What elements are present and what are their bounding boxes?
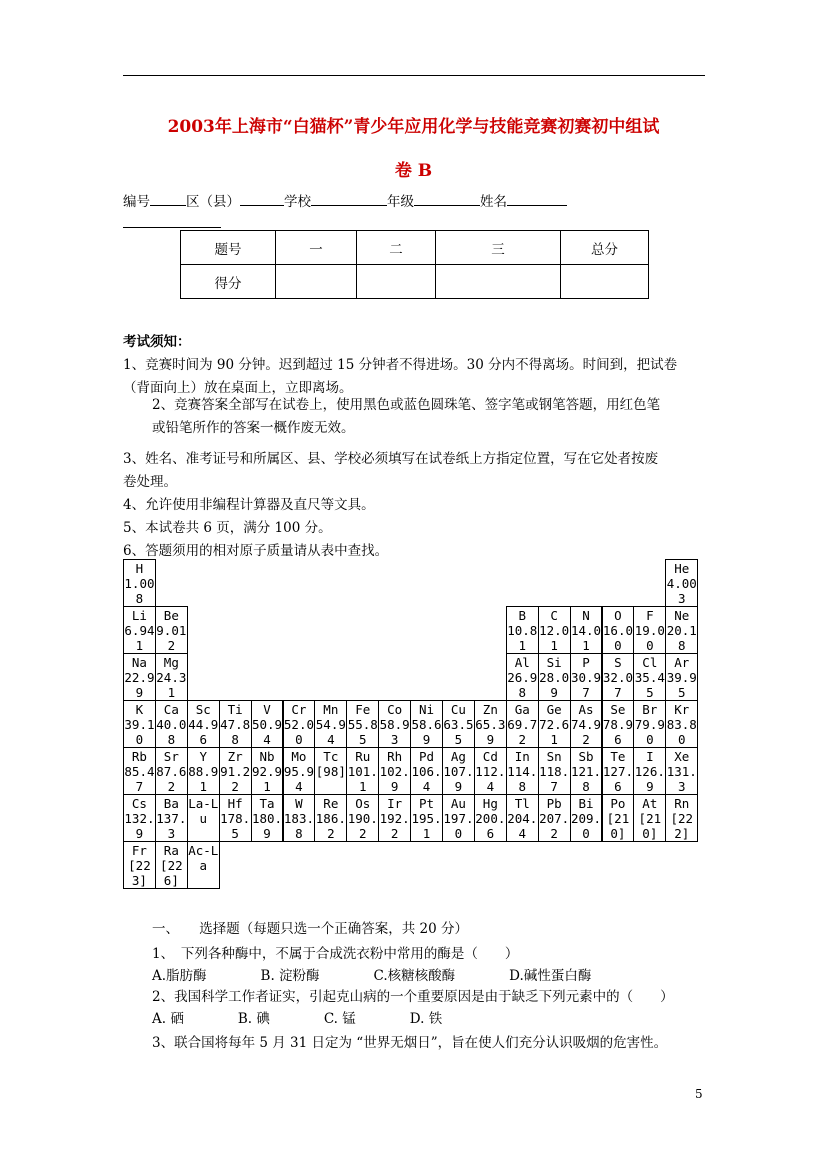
- element-mass: 52.00: [283, 717, 314, 747]
- element-symbol: Hg: [482, 796, 498, 811]
- element-mass: 183.8: [283, 811, 314, 841]
- element-mass: 83.80: [666, 717, 697, 747]
- element-symbol: Hf: [227, 796, 243, 811]
- element-symbol: He: [674, 561, 690, 576]
- element-mass: 192.2: [379, 811, 410, 841]
- element-symbol: Cu: [450, 702, 466, 717]
- element-cell: [665, 700, 698, 748]
- element-symbol: Tc: [323, 749, 339, 764]
- element-symbol: Ag: [450, 749, 466, 764]
- element-symbol: Ar: [674, 655, 690, 670]
- element-mass: 10.81: [507, 623, 538, 653]
- element-symbol: Sn: [546, 749, 562, 764]
- element-mass: [210]: [606, 811, 630, 841]
- element-cell: [155, 700, 188, 748]
- score-header-cell: 总分: [561, 231, 649, 265]
- element-cell: [538, 747, 571, 795]
- element-mass: 95.94: [283, 764, 314, 794]
- element-cell: [314, 747, 347, 795]
- element-cell: [633, 653, 666, 701]
- question-2: 2、我国科学工作者证实，引起克山病的一个重要原因是由于缺乏下列元素中的（ ）: [152, 989, 674, 1005]
- element-cell: [378, 747, 411, 795]
- question-3: 3、联合国将每年 5 月 31 日定为 “世界无烟日”，旨在使人们充分认识吸烟的危害性。: [152, 1035, 668, 1051]
- element-cell: [570, 700, 603, 748]
- element-cell: [314, 700, 347, 748]
- exam-title: 2003年上海市“白猫杯”青少年应用化学与技能竞赛初赛初中组试: [167, 117, 660, 137]
- element-symbol: Zr: [227, 749, 243, 764]
- element-cell: [283, 747, 316, 795]
- element-cell: [187, 794, 220, 842]
- element-cell: [633, 606, 666, 654]
- element-mass: 65.39: [475, 717, 506, 747]
- element-cell: [538, 794, 571, 842]
- element-mass: [98]: [315, 764, 346, 779]
- element-cell: [346, 794, 379, 842]
- element-mass: 63.55: [443, 717, 474, 747]
- element-cell: [187, 841, 220, 889]
- element-mass: 14.01: [570, 623, 602, 653]
- element-cell: [123, 700, 156, 748]
- element-cell: [123, 559, 156, 607]
- element-symbol: Cd: [482, 749, 498, 764]
- element-mass: 9.012: [156, 623, 187, 653]
- element-cell: [155, 841, 188, 889]
- element-cell: [219, 794, 252, 842]
- element-mass: [226]: [160, 858, 183, 888]
- element-cell: [155, 606, 188, 654]
- element-mass: 207.2: [539, 811, 570, 841]
- element-mass: 102.9: [379, 764, 410, 794]
- element-cell: [633, 747, 666, 795]
- element-cell: [442, 794, 475, 842]
- element-mass: [223]: [128, 858, 151, 888]
- element-mass: 107.9: [443, 764, 474, 794]
- element-symbol: Po: [610, 796, 626, 811]
- district-blank[interactable]: [240, 191, 284, 206]
- element-mass: 26.98: [507, 670, 538, 700]
- element-mass: 58.69: [411, 717, 442, 747]
- element-symbol: Cl: [642, 655, 658, 670]
- element-cell: [155, 747, 188, 795]
- header-rule: [123, 75, 705, 76]
- element-cell: [346, 747, 379, 795]
- element-symbol: Si: [546, 655, 562, 670]
- element-mass: 78.96: [602, 717, 633, 747]
- notice-item-6: 6、答题须用的相对原子质量请从表中查找。: [123, 543, 389, 559]
- element-cell: [506, 653, 539, 701]
- element-mass: a: [199, 858, 207, 873]
- element-cell: [219, 700, 252, 748]
- element-mass: 137.3: [156, 811, 187, 841]
- element-cell: [633, 700, 666, 748]
- element-symbol: Pt: [419, 796, 435, 811]
- element-cell: [633, 794, 666, 842]
- element-symbol: Na: [131, 655, 147, 670]
- element-symbol: Li: [131, 608, 147, 623]
- element-cell: [602, 606, 635, 654]
- element-cell: [570, 653, 603, 701]
- element-symbol: C: [550, 608, 558, 623]
- element-symbol: As: [578, 702, 594, 717]
- element-cell: [410, 747, 443, 795]
- element-cell: [123, 841, 156, 889]
- score-header-cell: 一: [276, 231, 357, 265]
- element-symbol: Ra: [163, 843, 179, 858]
- element-symbol: Y: [199, 749, 207, 764]
- element-cell: [602, 747, 635, 795]
- element-mass: 121.8: [570, 764, 602, 794]
- element-mass: u: [199, 811, 207, 826]
- element-mass: 50.94: [251, 717, 283, 747]
- element-symbol: Mn: [323, 702, 339, 717]
- name-label: 姓名: [480, 194, 507, 210]
- element-symbol: Zn: [482, 702, 498, 717]
- element-mass: 22.99: [124, 670, 155, 700]
- element-cell: [251, 700, 284, 748]
- element-cell: [283, 794, 316, 842]
- element-mass: 204.4: [507, 811, 538, 841]
- element-mass: 126.9: [634, 764, 665, 794]
- question-1-options: A.脂肪酶 B. 淀粉酶 C.核糖核酸酶 D.碱性蛋白酶: [152, 968, 592, 984]
- notice-item-2-cont: 或铅笔所作的答案一概作废无效。: [152, 420, 355, 436]
- element-cell: [219, 747, 252, 795]
- element-symbol: H: [135, 561, 144, 576]
- element-mass: 39.95: [666, 670, 697, 700]
- element-symbol: Mo: [291, 749, 307, 764]
- element-cell: [474, 794, 507, 842]
- name-blank[interactable]: [507, 191, 567, 206]
- element-symbol: Rb: [131, 749, 147, 764]
- element-symbol: Fe: [355, 702, 371, 717]
- element-symbol: N: [582, 608, 590, 623]
- element-symbol: Fr: [131, 843, 147, 858]
- element-cell: [570, 606, 603, 654]
- element-mass: 131.3: [666, 764, 697, 794]
- element-symbol: Cr: [291, 702, 307, 717]
- element-cell: [378, 794, 411, 842]
- element-mass: 87.62: [156, 764, 187, 794]
- element-symbol: Ni: [419, 702, 435, 717]
- page-number: 5: [695, 1087, 703, 1101]
- element-cell: [123, 794, 156, 842]
- section-1-heading: 一、 选择题（每题只选一个正确答案，共 20 分）: [152, 921, 469, 937]
- score-cell[interactable]: [561, 265, 649, 299]
- element-cell: [314, 794, 347, 842]
- score-table-score-row: [181, 265, 649, 299]
- element-cell: [506, 700, 539, 748]
- element-cell: [602, 700, 635, 748]
- element-symbol: Pb: [546, 796, 562, 811]
- element-symbol: Os: [355, 796, 371, 811]
- score-header-cell: 二: [357, 231, 436, 265]
- element-mass: 54.94: [315, 717, 346, 747]
- element-symbol: Sb: [578, 749, 594, 764]
- element-cell: [538, 606, 571, 654]
- element-cell: [665, 794, 698, 842]
- element-symbol: Ba: [163, 796, 179, 811]
- notice-item-3: 3、姓名、准考证号和所属区、县、学校必须填写在试卷纸上方指定位置，写在它处者按废: [123, 451, 659, 467]
- element-mass: 132.9: [124, 811, 155, 841]
- element-symbol: P: [582, 655, 590, 670]
- notice-heading: 考试须知：: [123, 334, 191, 350]
- element-symbol: Ga: [514, 702, 530, 717]
- notice-item-4: 4、允许使用非编程计算器及直尺等文具。: [123, 497, 375, 513]
- score-cell[interactable]: [436, 265, 561, 299]
- element-mass: 180.9: [251, 811, 283, 841]
- element-symbol: Re: [323, 796, 339, 811]
- element-symbol: Ru: [355, 749, 371, 764]
- element-symbol: Rh: [387, 749, 403, 764]
- element-cell: [155, 794, 188, 842]
- question-1: 1、 下列各种酶中，不属于合成洗衣粉中常用的酶是（ ）: [152, 946, 519, 962]
- element-cell: [378, 700, 411, 748]
- element-cell: [665, 606, 698, 654]
- element-cell: [538, 700, 571, 748]
- score-header-cell: 题号: [181, 231, 276, 265]
- element-mass: 79.90: [634, 717, 665, 747]
- element-mass: 32.07: [602, 670, 633, 700]
- score-cell[interactable]: [276, 265, 357, 299]
- element-symbol: V: [263, 702, 271, 717]
- element-cell: [442, 700, 475, 748]
- element-mass: 58.93: [379, 717, 410, 747]
- element-cell: [602, 794, 635, 842]
- school-blank[interactable]: [311, 191, 387, 206]
- element-mass: 200.6: [475, 811, 506, 841]
- element-symbol: Ta: [259, 796, 275, 811]
- element-mass: 28.09: [539, 670, 570, 700]
- element-mass: [222]: [670, 811, 694, 841]
- element-mass: 4.003: [666, 576, 697, 606]
- element-symbol: Ti: [227, 702, 243, 717]
- element-symbol: Sr: [163, 749, 179, 764]
- notice-item-1: 1、竞赛时间为 90 分钟。迟到超过 15 分钟者不得进场。30 分内不得离场。时间到，把试卷: [123, 357, 678, 373]
- element-symbol: S: [614, 655, 622, 670]
- element-mass: 72.61: [539, 717, 570, 747]
- element-symbol: At: [642, 796, 658, 811]
- element-mass: 85.47: [124, 764, 155, 794]
- element-cell: [570, 747, 603, 795]
- element-cell: [602, 653, 635, 701]
- element-symbol: Ne: [674, 608, 690, 623]
- element-mass: 197.0: [443, 811, 474, 841]
- score-cell[interactable]: [357, 265, 436, 299]
- score-table-header-row: [181, 231, 649, 265]
- element-cell: [538, 653, 571, 701]
- serial-label: 编号: [123, 194, 150, 210]
- score-table: [180, 230, 649, 299]
- grade-label: 年级: [387, 194, 414, 210]
- score-row-label: 得分: [181, 265, 276, 299]
- element-symbol: F: [646, 608, 654, 623]
- school-label: 学校: [284, 194, 311, 210]
- element-symbol: La-L: [188, 796, 219, 811]
- element-cell: [442, 747, 475, 795]
- element-cell: [123, 747, 156, 795]
- element-mass: 55.85: [347, 717, 378, 747]
- element-symbol: Bi: [578, 796, 594, 811]
- element-mass: 6.941: [124, 623, 155, 653]
- element-mass: 88.91: [188, 764, 219, 794]
- element-mass: 16.00: [602, 623, 633, 653]
- district-label: 区（县）: [186, 194, 240, 210]
- element-cell: [474, 747, 507, 795]
- element-symbol: Be: [163, 608, 179, 623]
- notice-item-1-cont: （背面向上）放在桌面上，立即离场。: [123, 380, 353, 396]
- element-symbol: Tl: [514, 796, 530, 811]
- element-symbol: O: [614, 608, 622, 623]
- element-symbol: Ac-L: [188, 843, 219, 858]
- element-mass: 112.4: [475, 764, 506, 794]
- notice-item-5: 5、本试卷共 6 页，满分 100 分。: [123, 520, 332, 536]
- element-symbol: Sc: [195, 702, 211, 717]
- element-symbol: Br: [642, 702, 658, 717]
- element-cell: [474, 700, 507, 748]
- element-cell: [665, 559, 698, 607]
- element-symbol: Al: [514, 655, 530, 670]
- element-mass: 30.97: [570, 670, 602, 700]
- element-mass: 39.10: [124, 717, 155, 747]
- element-mass: 47.88: [220, 717, 251, 747]
- element-cell: [187, 747, 220, 795]
- element-cell: [410, 794, 443, 842]
- element-mass: 114.8: [507, 764, 538, 794]
- exam-title-continued: 卷 B: [394, 161, 433, 181]
- element-symbol: Rn: [674, 796, 690, 811]
- element-symbol: Nb: [259, 749, 275, 764]
- element-symbol: Te: [610, 749, 626, 764]
- element-mass: 19.00: [634, 623, 665, 653]
- element-symbol: Xe: [674, 749, 690, 764]
- grade-blank[interactable]: [414, 191, 480, 206]
- score-header-cell: 三: [436, 231, 561, 265]
- element-cell: [251, 794, 284, 842]
- element-cell: [346, 700, 379, 748]
- element-mass: 178.5: [220, 811, 251, 841]
- candidate-info-line: [123, 190, 567, 210]
- element-cell: [410, 700, 443, 748]
- element-cell: [506, 747, 539, 795]
- element-mass: 35.45: [634, 670, 665, 700]
- element-cell: [506, 794, 539, 842]
- element-symbol: Ir: [387, 796, 403, 811]
- notice-item-3-cont: 卷处理。: [123, 474, 177, 490]
- element-cell: [283, 700, 316, 748]
- element-symbol: Co: [387, 702, 403, 717]
- element-symbol: I: [646, 749, 654, 764]
- element-mass: 69.72: [507, 717, 538, 747]
- element-cell: [665, 747, 698, 795]
- element-cell: [506, 606, 539, 654]
- element-symbol: Cs: [131, 796, 147, 811]
- element-cell: [665, 653, 698, 701]
- serial-blank[interactable]: [150, 191, 186, 206]
- element-symbol: Kr: [674, 702, 690, 717]
- element-mass: [210]: [638, 811, 662, 841]
- element-mass: 190.2: [347, 811, 378, 841]
- element-symbol: W: [295, 796, 303, 811]
- element-symbol: K: [135, 702, 144, 717]
- element-mass: 24.31: [156, 670, 187, 700]
- element-cell: [570, 794, 603, 842]
- element-mass: 40.08: [156, 717, 187, 747]
- element-symbol: Ge: [546, 702, 562, 717]
- element-symbol: In: [514, 749, 530, 764]
- element-mass: 195.1: [411, 811, 442, 841]
- element-symbol: Se: [610, 702, 626, 717]
- element-symbol: B: [518, 608, 526, 623]
- element-mass: 12.01: [539, 623, 570, 653]
- element-mass: 74.92: [570, 717, 602, 747]
- info-extra-blank[interactable]: [123, 227, 221, 228]
- element-mass: 1.008: [124, 576, 155, 606]
- element-mass: 91.22: [220, 764, 251, 794]
- element-cell: [123, 606, 156, 654]
- element-cell: [123, 653, 156, 701]
- element-symbol: Mg: [163, 655, 179, 670]
- element-cell: [187, 700, 220, 748]
- element-symbol: Au: [450, 796, 466, 811]
- notice-item-2: 2、竞赛答案全部写在试卷上，使用黑色或蓝色圆珠笔、签字笔或钢笔答题，用红色笔: [152, 397, 661, 413]
- element-mass: 101.1: [347, 764, 378, 794]
- element-symbol: Pd: [419, 749, 435, 764]
- element-cell: [251, 747, 284, 795]
- element-mass: 106.4: [411, 764, 442, 794]
- element-cell: [155, 653, 188, 701]
- element-mass: 92.91: [251, 764, 283, 794]
- question-2-options: A. 硒 B. 碘 C. 锰 D. 铁: [152, 1011, 443, 1027]
- element-mass: 20.18: [666, 623, 697, 653]
- element-mass: 44.96: [188, 717, 219, 747]
- element-mass: 127.6: [602, 764, 633, 794]
- element-mass: 118.7: [539, 764, 570, 794]
- element-symbol: Ca: [163, 702, 179, 717]
- element-mass: 209.0: [570, 811, 602, 841]
- element-mass: 186.2: [315, 811, 346, 841]
